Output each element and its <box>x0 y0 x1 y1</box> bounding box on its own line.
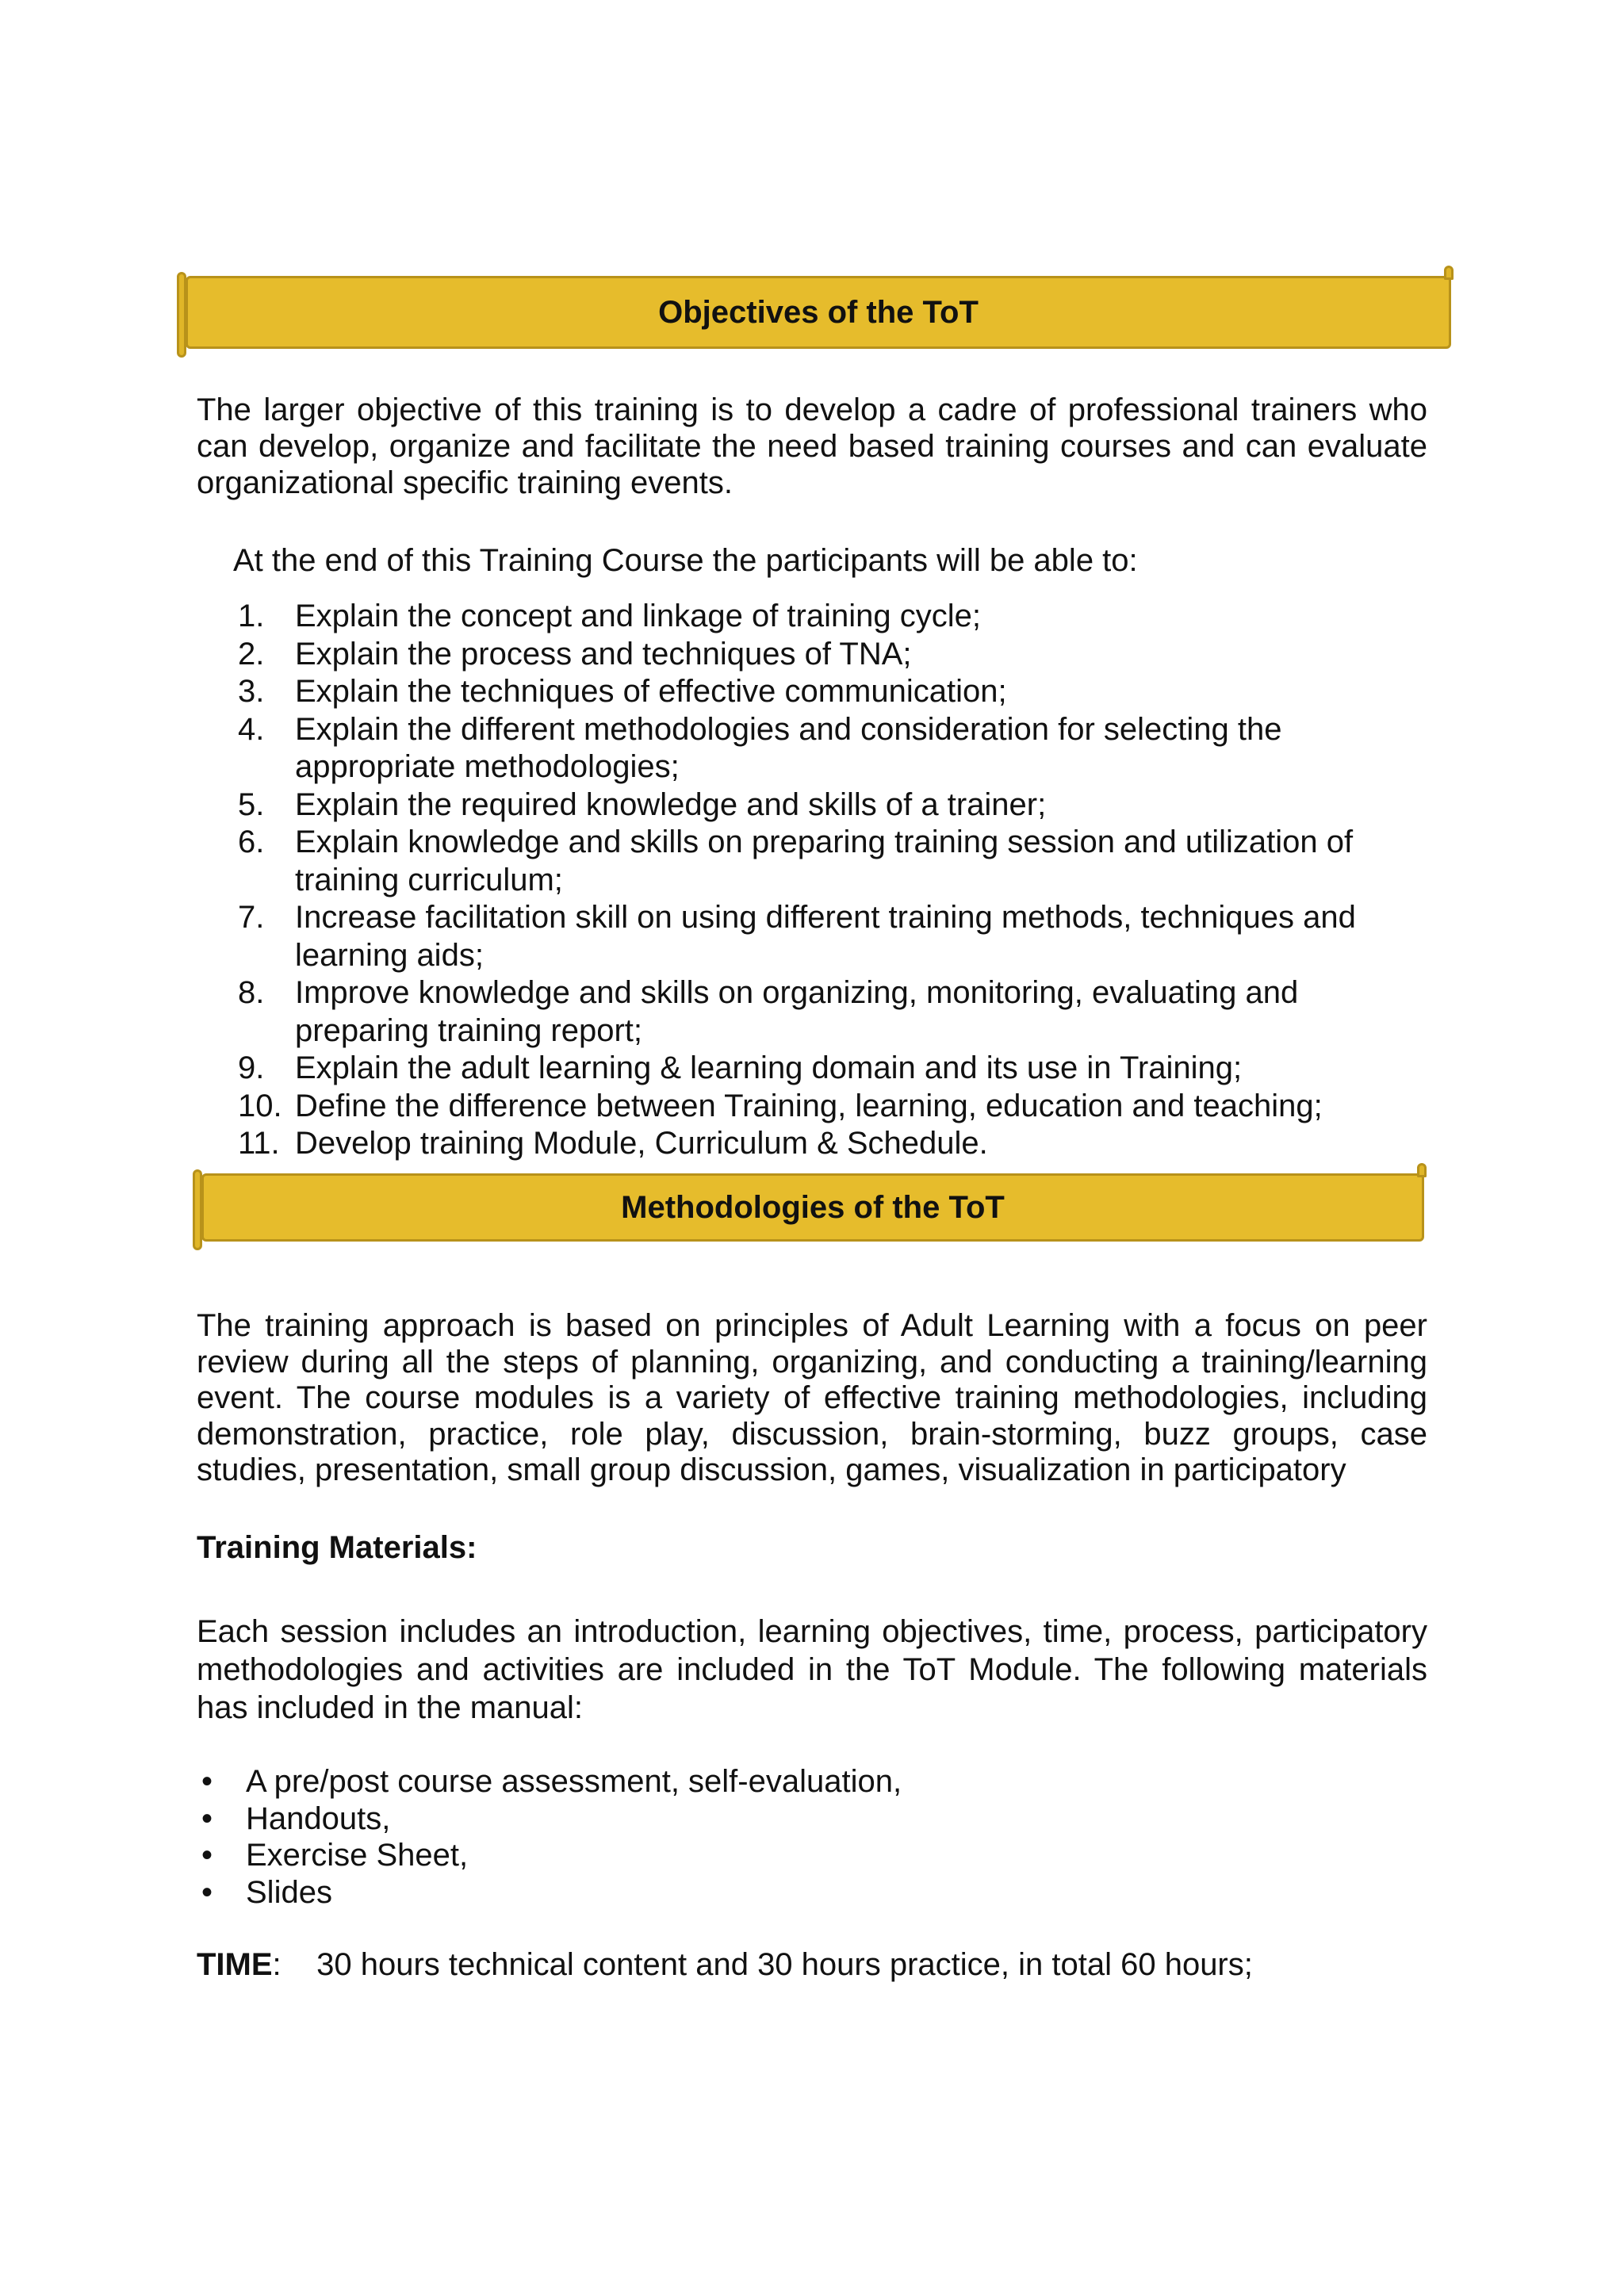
list-item-text: Define the difference between Training, learning, education and teaching; <box>295 1088 1323 1123</box>
list-item <box>238 598 1411 636</box>
list-item <box>238 786 1411 825</box>
intro-line: At the end of this Training Course the participants will be able to: <box>233 543 1138 578</box>
list-item <box>197 1800 902 1838</box>
list-number: 11. <box>238 1126 280 1161</box>
list-item-text: Explain the concept and linkage of training cycle; <box>295 599 981 633</box>
list-item <box>238 1050 1411 1088</box>
approach-paragraph: The training approach is based on principles of Adult Learning with a focus on peer review during all the steps of planning, organizing, and conducting a training/learning event. The course modules is a variety of effective training methodologies, including demonstration, practice, role play, discussion, brain-storming, buzz groups, case studies, presentation, small group discussion, games, visualization in participatory <box>197 1308 1427 1487</box>
scroll-roll-right <box>1444 266 1454 280</box>
list-item <box>238 636 1411 674</box>
list-number: 1. <box>238 599 265 633</box>
list-item-text: A pre/post course assessment, self-evaluation, <box>246 1764 902 1799</box>
scroll-roll-left <box>193 1169 202 1250</box>
time-separator: : <box>272 1947 282 1982</box>
list-number: 6. <box>238 825 265 859</box>
list-number: 4. <box>238 711 265 747</box>
list-item-text: Explain the required knowledge and skills of a trainer; <box>295 786 1047 822</box>
training-materials-heading: Training Materials: <box>197 1530 477 1565</box>
objective-paragraph: The larger objective of this training is to develop a cadre of professional trainers who can develop, organize and facilitate the need based training courses and can evaluate organizational specific training events. <box>197 392 1427 500</box>
list-item <box>197 1763 902 1800</box>
list-number: 7. <box>238 900 265 935</box>
bullet-icon: • <box>201 1838 213 1873</box>
objectives-heading: Objectives of the ToT <box>658 294 979 330</box>
scroll-roll-right <box>1417 1163 1427 1177</box>
list-item <box>238 974 1411 1050</box>
list-item-text: Explain the techniques of effective communication; <box>295 674 1007 709</box>
list-item <box>238 711 1411 786</box>
list-item <box>238 1088 1411 1126</box>
list-item-text: Increase facilitation skill on using different training methods, techniques and learning aids; <box>295 900 1356 973</box>
list-number: 3. <box>238 674 265 709</box>
list-item-text: Develop training Module, Curriculum & Schedule. <box>295 1126 988 1161</box>
list-number: 2. <box>238 636 265 672</box>
list-item <box>238 1125 1411 1163</box>
list-item-text: Slides <box>246 1874 332 1910</box>
list-item <box>238 673 1411 711</box>
bullet-icon: • <box>201 1800 213 1836</box>
list-item-text: Improve knowledge and skills on organizing, monitoring, evaluating and preparing training report; <box>295 975 1299 1048</box>
list-item-text: Explain knowledge and skills on preparing training session and utilization of training curriculum; <box>295 825 1354 897</box>
list-item-text: Exercise Sheet, <box>246 1838 469 1873</box>
list-item-text: Explain the process and techniques of TNA; <box>295 636 912 672</box>
list-item <box>238 824 1411 899</box>
list-item <box>197 1874 902 1911</box>
bullet-icon: • <box>201 1764 213 1799</box>
objectives-banner <box>186 276 1451 349</box>
list-item <box>197 1837 902 1874</box>
methodologies-banner <box>201 1173 1424 1242</box>
list-number: 5. <box>238 786 265 822</box>
scroll-roll-left <box>177 272 186 358</box>
time-line <box>197 1947 1253 1983</box>
list-item-text: Explain the adult learning & learning domain and its use in Training; <box>295 1050 1243 1085</box>
list-item <box>238 899 1411 974</box>
objectives-list <box>238 598 1411 1163</box>
list-number: 9. <box>238 1050 265 1085</box>
methodologies-heading: Methodologies of the ToT <box>621 1189 1005 1225</box>
list-item-text: Explain the different methodologies and consideration for selecting the appropriate methodologies; <box>295 711 1282 784</box>
list-number: 8. <box>238 975 265 1010</box>
time-value: 30 hours technical content and 30 hours practice, in total 60 hours; <box>316 1947 1253 1982</box>
session-paragraph: Each session includes an introduction, learning objectives, time, process, participatory methodologies and activities are included in the ToT Module. The following materials has included in the manual: <box>197 1614 1427 1725</box>
list-item-text: Handouts, <box>246 1800 391 1836</box>
list-number: 10. <box>238 1088 282 1123</box>
bullet-icon: • <box>201 1874 213 1910</box>
materials-list <box>197 1763 902 1911</box>
time-label: TIME <box>197 1947 273 1982</box>
